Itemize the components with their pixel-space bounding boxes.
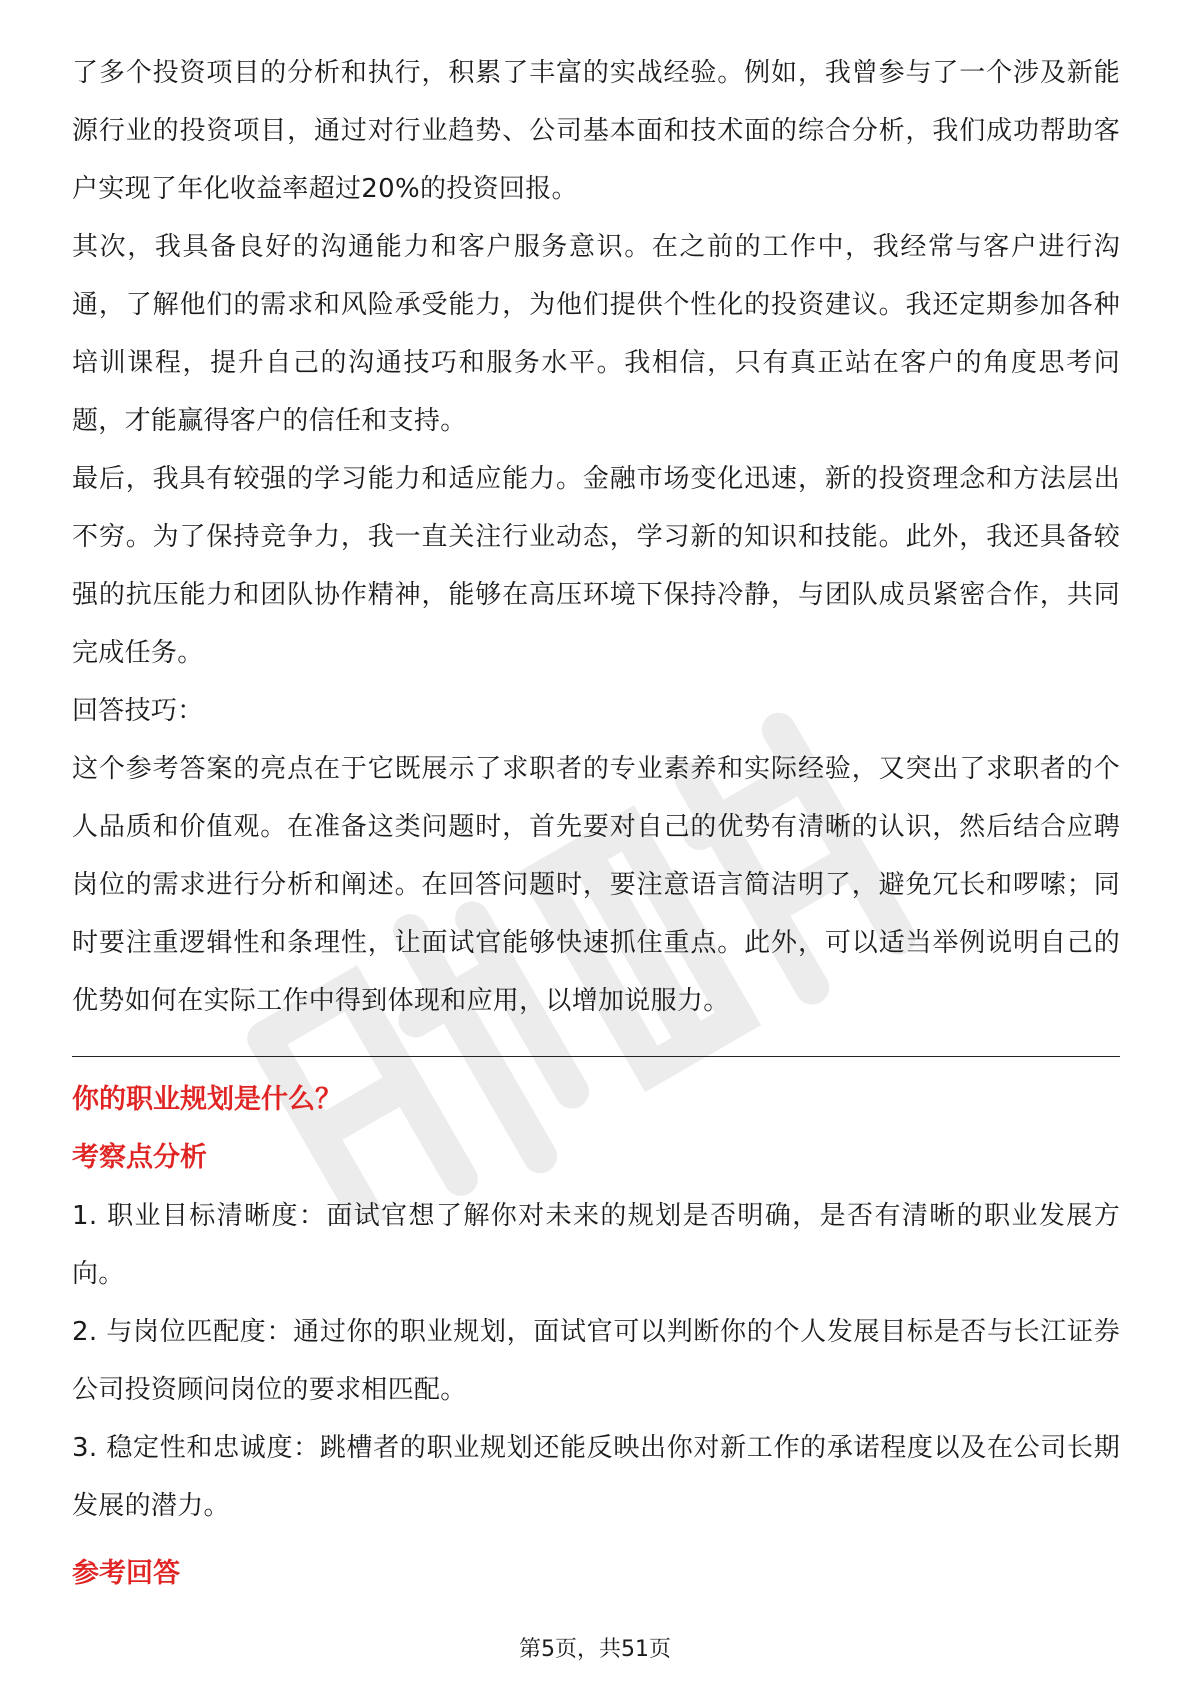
main-content [72,44,1120,1603]
analysis-point-2: 2. 与岗位匹配度：通过你的职业规划，面试官可以判断你的个人发展目标是否与长江证券公司投资顾问岗位的要求相匹配。 [72,1317,1120,1405]
question-title: 你的职业规划是什么？ [72,1084,342,1115]
page-footer: 第5页，共51页 [519,1637,671,1662]
body-paragraph-3: 最后，我具有较强的学习能力和适应能力。金融市场变化迅速，新的投资理念和方法层出不穷。为了保持竞争力，我一直关注行业动态，学习新的知识和技能。此外，我还具备较强的抗压能力和团队协作精神，能够在高压环境下保持冷静，与团队成员紧密合作，共同完成任务。 [72,464,1120,668]
analysis-point-3: 3. 稳定性和忠诚度：跳槽者的职业规划还能反映出你对新工作的承诺程度以及在公司长期发展的潜力。 [72,1433,1120,1521]
answer-heading: 参考回答 [72,1558,180,1589]
spacer [72,1535,1120,1545]
tips-label: 回答技巧： [72,696,204,726]
section-divider [72,1056,1120,1057]
body-paragraph-1: 了多个投资项目的分析和执行，积累了丰富的实战经验。例如，我曾参与了一个涉及新能源行业的投资项目，通过对行业趋势、公司基本面和技术面的综合分析，我们成功帮助客户实现了年化收益率超过20%的投资回报。 [72,58,1120,204]
body-paragraph-2: 其次，我具备良好的沟通能力和客户服务意识。在之前的工作中，我经常与客户进行沟通，了解他们的需求和风险承受能力，为他们提供个性化的投资建议。我还定期参加各种培训课程，提升自己的沟通技巧和服务水平。我相信，只有真正站在客户的角度思考问题，才能赢得客户的信任和支持。 [72,232,1120,436]
tips-paragraph: 这个参考答案的亮点在于它既展示了求职者的专业素养和实际经验，又突出了求职者的个人品质和价值观。在准备这类问题时，首先要对自己的优势有清晰的认识，然后结合应聘岗位的需求进行分析和阐述。在回答问题时，要注意语言简洁明了，避免冗长和啰嗦；同时要注重逻辑性和条理性，让面试官能够快速抓住重点。此外，可以适当举例说明自己的优势如何在实际工作中得到体现和应用，以增加说服力。 [72,754,1120,1016]
analysis-point-1: 1. 职业目标清晰度：面试官想了解你对未来的规划是否明确，是否有清晰的职业发展方向。 [72,1201,1120,1289]
analysis-heading: 考察点分析 [72,1142,207,1173]
